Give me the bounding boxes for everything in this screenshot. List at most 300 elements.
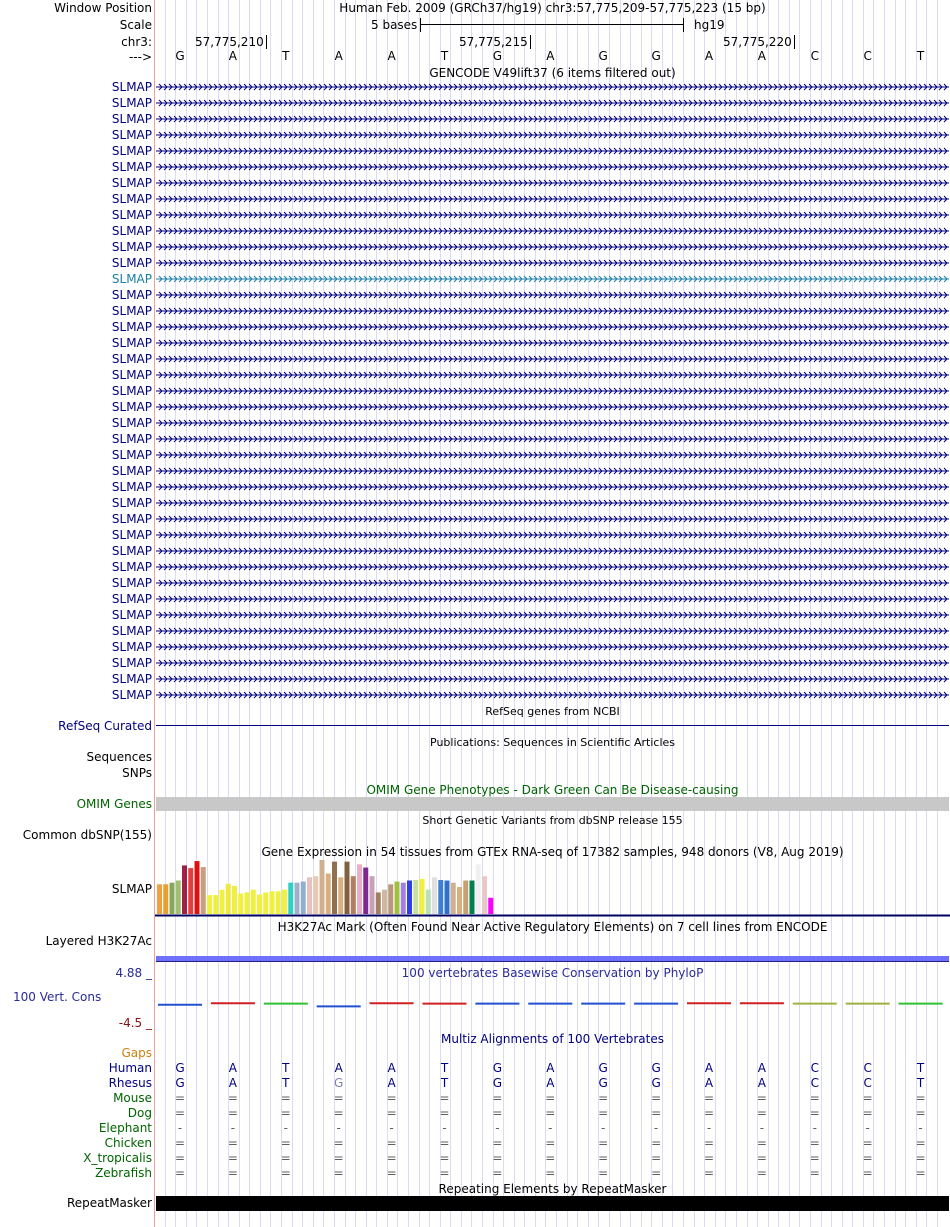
coord-tick-1: 57,775,210 — [195, 35, 267, 49]
gtex-tissue-bar — [232, 886, 237, 914]
alignment-base: = — [756, 1151, 767, 1165]
alignment-base: = — [809, 1106, 820, 1120]
gtex-tissue-bar — [376, 892, 381, 914]
alignment-base: T — [916, 1076, 925, 1090]
alignment-base: = — [545, 1106, 556, 1120]
alignment-base: C — [863, 1061, 872, 1075]
gencode-gene-label[interactable]: SLMAP — [111, 288, 152, 302]
gtex-tissue-bar — [388, 884, 393, 914]
gencode-gene-label[interactable]: SLMAP — [111, 128, 152, 142]
gencode-gene-label[interactable]: SLMAP — [111, 240, 152, 254]
gencode-transcript[interactable] — [156, 658, 949, 668]
alignment-base: - — [495, 1121, 500, 1135]
alignment-base: = — [439, 1166, 450, 1180]
repeatmasker-title[interactable]: Repeating Elements by RepeatMasker — [438, 1182, 667, 1196]
alignment-base: A — [228, 1061, 237, 1075]
gencode-gene-label[interactable]: SLMAP — [111, 432, 152, 446]
alignment-base: = — [333, 1136, 344, 1150]
alignment-base: = — [651, 1136, 662, 1150]
alignment-base: G — [492, 1061, 503, 1075]
alignment-base: T — [440, 1061, 449, 1075]
alignment-base: - — [548, 1121, 553, 1135]
gencode-gene-label[interactable]: SLMAP — [111, 480, 152, 494]
alignment-base: - — [918, 1121, 923, 1135]
alignment-base: = — [333, 1166, 344, 1180]
base-letter: A — [228, 49, 237, 63]
gencode-transcript[interactable] — [156, 322, 949, 332]
base-letter: G — [175, 49, 185, 63]
alignment-base: A — [546, 1076, 555, 1090]
alignment-base: = — [227, 1091, 238, 1105]
gtex-tissue-bar — [170, 883, 175, 914]
alignment-base: A — [228, 1076, 237, 1090]
gencode-gene-label[interactable]: SLMAP — [111, 528, 152, 542]
gtex-tissue-bar — [407, 881, 412, 914]
alignment-base: - — [601, 1121, 606, 1135]
base-letter: G — [651, 49, 661, 63]
dbsnp-title[interactable]: Short Genetic Variants from dbSNP release 155 — [422, 814, 683, 827]
gencode-transcript[interactable] — [156, 482, 949, 492]
alignment-base: = — [174, 1091, 186, 1105]
gencode-transcript[interactable] — [156, 546, 949, 556]
coord-tick-3: 57,775,220 — [723, 35, 795, 49]
snps-label[interactable]: SNPs — [122, 766, 152, 780]
alignment-base: = — [227, 1151, 238, 1165]
alignment-base: = — [492, 1091, 503, 1105]
multiz-title[interactable]: Multiz Alignments of 100 Vertebrates — [440, 1032, 665, 1046]
gtex-tissue-bar — [345, 862, 350, 914]
gencode-transcript[interactable] — [156, 210, 949, 220]
gencode-transcript[interactable] — [156, 578, 949, 588]
gencode-gene-label[interactable]: SLMAP — [111, 304, 152, 318]
phylop-signal[interactable] — [155, 996, 950, 1012]
base-letter: A — [757, 49, 766, 63]
alignment-base: - — [759, 1121, 765, 1135]
alignment-base: C — [810, 1076, 819, 1090]
alignment-base: - — [706, 1121, 712, 1135]
gencode-gene-label[interactable]: SLMAP — [111, 80, 152, 94]
gencode-gene-label[interactable]: SLMAP — [111, 656, 152, 670]
alignment-base: = — [651, 1091, 662, 1105]
gencode-gene-label[interactable]: SLMAP — [111, 176, 152, 190]
alignment-base: G — [175, 1076, 185, 1090]
alignment-base: = — [439, 1151, 450, 1165]
species-label[interactable]: Human — [108, 1061, 152, 1075]
alignment-base: C — [810, 1061, 819, 1075]
alignment-base: A — [387, 1061, 396, 1075]
alignment-base: = — [386, 1151, 397, 1165]
alignment-base: C — [863, 1076, 872, 1090]
gencode-gene-label[interactable]: SLMAP — [111, 496, 152, 510]
gtex-tissue-bar — [332, 862, 337, 914]
alignment-base: = — [333, 1106, 344, 1120]
alignment-base: = — [386, 1091, 397, 1105]
alignment-base: - — [336, 1121, 341, 1135]
gtex-tissue-bar — [257, 895, 262, 914]
gencode-transcript[interactable] — [156, 178, 949, 188]
alignment-base: - — [389, 1121, 394, 1135]
gencode-transcript[interactable] — [156, 354, 949, 364]
alignment-base: = — [756, 1166, 767, 1180]
gencode-transcript[interactable] — [156, 626, 949, 636]
alignment-base: = — [492, 1106, 503, 1120]
alignment-base: T — [282, 1076, 290, 1090]
gtex-tissue-bar — [307, 877, 312, 914]
alignment-base: T — [916, 1061, 925, 1075]
gencode-gene-label[interactable]: SLMAP — [111, 208, 152, 222]
scale-label: Scale — [119, 18, 152, 32]
gtex-tissue-bar — [470, 881, 475, 914]
gencode-transcript[interactable] — [156, 594, 949, 604]
alignment-base: = — [651, 1166, 662, 1180]
alignment-base: = — [809, 1166, 820, 1180]
gencode-transcript[interactable] — [156, 370, 949, 380]
alignment-base: = — [280, 1151, 291, 1165]
alignment-base: = — [439, 1106, 450, 1120]
phylop-max-label: 4.88 _ — [115, 966, 152, 980]
gtex-tissue-bar — [457, 887, 462, 914]
gencode-gene-label[interactable]: SLMAP — [111, 400, 152, 414]
omim-title[interactable]: OMIM Gene Phenotypes - Dark Green Can Be Disease-causing — [366, 783, 739, 797]
alignment-base: = — [598, 1151, 609, 1165]
gaps-label[interactable]: Gaps — [121, 1046, 152, 1060]
gtex-tissue-bar — [338, 877, 343, 914]
gtex-tissue-bar — [476, 864, 481, 914]
base-letter: G — [598, 49, 608, 63]
gencode-gene-label[interactable]: SLMAP — [111, 320, 152, 334]
alignment-base: = — [280, 1091, 291, 1105]
alignment-base: = — [862, 1136, 873, 1150]
alignment-base: G — [651, 1061, 661, 1075]
base-letter: A — [704, 49, 714, 63]
alignment-base: = — [227, 1136, 238, 1150]
gencode-transcript[interactable] — [156, 306, 949, 316]
gtex-tissue-bar — [357, 864, 362, 914]
alignment-base: = — [915, 1151, 926, 1165]
alignment-base: = — [809, 1091, 820, 1105]
gencode-transcript[interactable] — [156, 674, 949, 684]
alignment-base: = — [756, 1106, 767, 1120]
gtex-tissue-bar — [426, 890, 431, 914]
publications-title[interactable]: Publications: Sequences in Scientific Articles — [430, 736, 675, 749]
h3k27ac-baseline — [156, 961, 949, 962]
alignment-base: = — [492, 1136, 503, 1150]
repeatmasker-bar[interactable] — [156, 1196, 949, 1211]
gtex-tissue-bar — [263, 892, 268, 914]
alignment-base: - — [230, 1121, 236, 1135]
gencode-transcript[interactable] — [156, 98, 949, 108]
gencode-gene-label[interactable]: SLMAP — [111, 368, 152, 382]
alignment-base: G — [598, 1061, 608, 1075]
gtex-tissue-bar — [363, 868, 368, 914]
gtex-tissue-bar — [163, 884, 168, 914]
gtex-tissue-bar — [445, 881, 450, 914]
alignment-base: = — [492, 1151, 503, 1165]
gencode-gene-label[interactable]: SLMAP — [111, 96, 152, 110]
window-position-label: Window Position — [54, 1, 152, 15]
alignment-base: T — [440, 1076, 449, 1090]
gencode-transcript[interactable] — [156, 466, 949, 476]
gtex-tissue-bar — [220, 890, 225, 914]
gencode-transcript[interactable] — [156, 274, 949, 284]
gencode-gene-label[interactable]: SLMAP — [111, 416, 152, 430]
alignment-base: = — [439, 1091, 450, 1105]
alignment-base: = — [915, 1136, 926, 1150]
phylop-min-label: -4.5 _ — [118, 1016, 152, 1030]
refseq-label[interactable]: RefSeq Curated — [58, 719, 152, 733]
gencode-gene-label[interactable]: SLMAP — [111, 160, 152, 174]
gencode-gene-label[interactable]: SLMAP — [111, 192, 152, 206]
omim-gene-bar[interactable] — [156, 797, 949, 811]
gtex-tissue-bar — [176, 881, 181, 914]
alignment-base: - — [865, 1121, 870, 1135]
alignment-base: - — [653, 1121, 659, 1135]
gencode-transcript[interactable] — [156, 642, 949, 652]
alignment-base: = — [545, 1091, 556, 1105]
species-label[interactable]: Chicken — [104, 1136, 152, 1150]
gencode-transcript[interactable] — [156, 498, 949, 508]
alignment-base: = — [492, 1166, 503, 1180]
scale-assembly: hg19 — [694, 18, 725, 32]
omim-label[interactable]: OMIM Genes — [76, 797, 152, 811]
alignment-base: A — [757, 1061, 766, 1075]
alignment-base: = — [703, 1106, 715, 1120]
gtex-tissue-bar — [226, 884, 231, 914]
gencode-gene-label[interactable]: SLMAP — [111, 448, 152, 462]
alignment-base: = — [545, 1166, 556, 1180]
alignment-base: = — [703, 1166, 715, 1180]
gencode-transcript[interactable] — [156, 690, 949, 700]
alignment-base: = — [915, 1166, 926, 1180]
gencode-transcript[interactable] — [156, 194, 949, 204]
gencode-transcript[interactable] — [156, 290, 949, 300]
strand-label: ---> — [128, 50, 152, 64]
phylop-title[interactable]: 100 vertebrates Basewise Conservation by PhyloP — [401, 966, 704, 980]
gtex-tissue-bar — [276, 891, 281, 914]
alignment-base: = — [227, 1106, 238, 1120]
gtex-label[interactable]: SLMAP — [111, 882, 152, 896]
gencode-gene-label[interactable]: SLMAP — [111, 352, 152, 366]
alignment-base: = — [174, 1136, 186, 1150]
gtex-title[interactable]: Gene Expression in 54 tissues from GTEx RNA-seq of 17382 samples, 948 donors (V8, Aug 2019) — [261, 845, 844, 859]
gtex-tissue-bar — [301, 882, 306, 914]
gtex-tissue-bar — [382, 890, 387, 914]
alignment-base: A — [387, 1076, 396, 1090]
species-label[interactable]: Rhesus — [108, 1076, 152, 1090]
species-label[interactable]: Elephant — [98, 1121, 152, 1135]
alignment-base: = — [598, 1166, 609, 1180]
h3k27ac-label[interactable]: Layered H3K27Ac — [45, 934, 152, 948]
gtex-tissue-bar — [370, 876, 375, 914]
alignment-base: = — [174, 1106, 186, 1120]
alignment-base: = — [174, 1151, 186, 1165]
gencode-gene-label[interactable]: SLMAP — [111, 688, 152, 702]
gtex-tissue-bar — [420, 879, 425, 914]
alignment-base: = — [386, 1136, 397, 1150]
alignment-base: = — [703, 1091, 715, 1105]
gencode-gene-label[interactable]: SLMAP — [111, 384, 152, 398]
gencode-transcript[interactable] — [156, 530, 949, 540]
base-letter: A — [387, 49, 396, 63]
base-letter: A — [546, 49, 555, 63]
alignment-base: A — [704, 1061, 714, 1075]
window-position-title[interactable]: Human Feb. 2009 (GRCh37/hg19) chr3:57,775,209-57,775,223 (15 bp) — [339, 1, 766, 15]
gencode-gene-label[interactable]: SLMAP — [111, 592, 152, 606]
gencode-gene-label[interactable]: SLMAP — [111, 256, 152, 270]
gencode-gene-label[interactable]: SLMAP — [111, 624, 152, 638]
alignment-base: - — [283, 1121, 288, 1135]
gencode-gene-label[interactable]: SLMAP — [111, 544, 152, 558]
gencode-gene-label[interactable]: SLMAP — [111, 640, 152, 654]
alignment-base: = — [280, 1136, 291, 1150]
gtex-tissue-bar — [195, 861, 200, 914]
alignment-base: = — [651, 1151, 662, 1165]
gtex-tissue-bar — [245, 892, 250, 914]
gtex-tissue-bar — [438, 880, 443, 914]
sequences-label[interactable]: Sequences — [86, 750, 152, 764]
gtex-tissue-bar — [157, 884, 162, 914]
gencode-transcript[interactable] — [156, 610, 949, 620]
gencode-transcript[interactable] — [156, 386, 949, 396]
gencode-gene-label[interactable]: SLMAP — [111, 112, 152, 126]
gencode-transcript[interactable] — [156, 418, 949, 428]
gtex-tissue-bar — [213, 895, 218, 914]
alignment-base: = — [333, 1091, 344, 1105]
species-label[interactable]: X_tropicalis — [83, 1151, 152, 1165]
phylop-label[interactable]: 100 Vert. Cons — [13, 990, 102, 1004]
gencode-transcript[interactable] — [156, 338, 949, 348]
alignment-base: = — [703, 1136, 715, 1150]
gencode-transcript[interactable] — [156, 434, 949, 444]
alignment-base: A — [334, 1061, 343, 1075]
refseq-title[interactable]: RefSeq genes from NCBI — [485, 705, 620, 718]
gencode-gene-label[interactable]: SLMAP — [111, 512, 152, 526]
h3k27ac-title[interactable]: H3K27Ac Mark (Often Found Near Active Regulatory Elements) on 7 cell lines from ENCODE — [277, 920, 828, 934]
gtex-tissue-bar — [320, 860, 325, 914]
base-letter: C — [863, 49, 872, 63]
alignment-base: = — [545, 1136, 556, 1150]
alignment-base: = — [439, 1136, 450, 1150]
gencode-transcript[interactable] — [156, 450, 949, 460]
alignment-base: = — [809, 1136, 820, 1150]
alignment-base: = — [227, 1166, 238, 1180]
gencode-gene-label[interactable]: SLMAP — [111, 144, 152, 158]
gencode-transcript[interactable] — [156, 242, 949, 252]
gencode-gene-label[interactable]: SLMAP — [111, 672, 152, 686]
alignment-base: = — [915, 1091, 926, 1105]
alignment-base: = — [598, 1091, 609, 1105]
gtex-tissue-bar — [488, 898, 493, 914]
base-letter: T — [916, 49, 925, 63]
gtex-expression-chart[interactable] — [155, 859, 950, 917]
gencode-transcript[interactable] — [156, 226, 949, 236]
gencode-transcript[interactable] — [156, 114, 949, 124]
gencode-transcript[interactable] — [156, 130, 949, 140]
alignment-base: G — [175, 1061, 185, 1075]
gtex-tissue-bar — [238, 893, 243, 914]
gtex-tissue-bar — [413, 880, 418, 914]
gtex-tissue-bar — [326, 874, 331, 915]
gencode-gene-label[interactable]: SLMAP — [111, 464, 152, 478]
gtex-tissue-bar — [313, 876, 318, 914]
gtex-tissue-bar — [282, 890, 287, 914]
gencode-transcript[interactable] — [156, 514, 949, 524]
species-label[interactable]: Dog — [127, 1106, 152, 1120]
gencode-title[interactable]: GENCODE V49lift37 (6 items filtered out) — [429, 66, 676, 80]
base-letter: T — [440, 49, 449, 63]
alignment-base: A — [704, 1076, 714, 1090]
base-letter: T — [282, 49, 290, 63]
refseq-gene-line[interactable] — [156, 725, 949, 726]
alignment-base: = — [862, 1091, 873, 1105]
alignment-base: T — [282, 1061, 290, 1075]
gencode-gene-label[interactable]: SLMAP — [111, 560, 152, 574]
gtex-tissue-bar — [207, 895, 212, 914]
gencode-gene-label[interactable]: SLMAP — [111, 272, 152, 286]
alignment-base: = — [280, 1106, 291, 1120]
alignment-base: = — [386, 1106, 397, 1120]
gtex-tissue-bar — [295, 883, 300, 914]
species-label[interactable]: Mouse — [113, 1091, 152, 1105]
gtex-tissue-bar — [188, 868, 193, 914]
alignment-base: - — [177, 1121, 183, 1135]
gencode-transcript[interactable] — [156, 402, 949, 412]
alignment-base: = — [756, 1091, 767, 1105]
gtex-tissue-bar — [401, 883, 406, 914]
alignment-base: A — [757, 1076, 766, 1090]
base-letter: A — [334, 49, 343, 63]
scale-text: 5 bases — [371, 18, 418, 32]
gencode-transcript[interactable] — [156, 82, 949, 92]
base-letter: C — [810, 49, 819, 63]
gencode-gene-label[interactable]: SLMAP — [111, 576, 152, 590]
alignment-base: = — [703, 1151, 715, 1165]
scale-bar — [420, 18, 684, 32]
chr-label: chr3: — [121, 35, 152, 49]
alignment-base: G — [651, 1076, 661, 1090]
alignment-base: - — [812, 1121, 817, 1135]
gtex-tissue-bar — [482, 876, 487, 914]
alignment-base: = — [756, 1136, 767, 1150]
alignment-base: = — [545, 1151, 556, 1165]
gtex-tissue-bar — [451, 883, 456, 914]
alignment-base: = — [598, 1136, 609, 1150]
gencode-transcript[interactable] — [156, 258, 949, 268]
alignment-base: - — [442, 1121, 447, 1135]
repeatmasker-label[interactable]: RepeatMasker — [66, 1196, 152, 1210]
alignment-base: G — [492, 1076, 503, 1090]
gencode-transcript[interactable] — [156, 162, 949, 172]
alignment-base: G — [334, 1076, 344, 1090]
species-label[interactable]: Zebrafish — [95, 1166, 152, 1180]
dbsnp-label[interactable]: Common dbSNP(155) — [22, 828, 152, 842]
alignment-base: = — [386, 1166, 397, 1180]
gtex-tissue-bar — [270, 891, 275, 914]
gencode-gene-label[interactable]: SLMAP — [111, 336, 152, 350]
gtex-tissue-bar — [201, 867, 206, 914]
alignment-base: = — [862, 1166, 873, 1180]
alignment-base: = — [598, 1106, 609, 1120]
alignment-base: G — [598, 1076, 608, 1090]
gencode-transcript[interactable] — [156, 146, 949, 156]
alignment-base: = — [280, 1166, 291, 1180]
gencode-gene-label[interactable]: SLMAP — [111, 224, 152, 238]
gtex-tissue-bar — [395, 882, 400, 914]
gencode-transcript[interactable] — [156, 562, 949, 572]
alignment-base: = — [809, 1151, 820, 1165]
gencode-gene-label[interactable]: SLMAP — [111, 608, 152, 622]
gtex-tissue-bar — [288, 883, 293, 914]
